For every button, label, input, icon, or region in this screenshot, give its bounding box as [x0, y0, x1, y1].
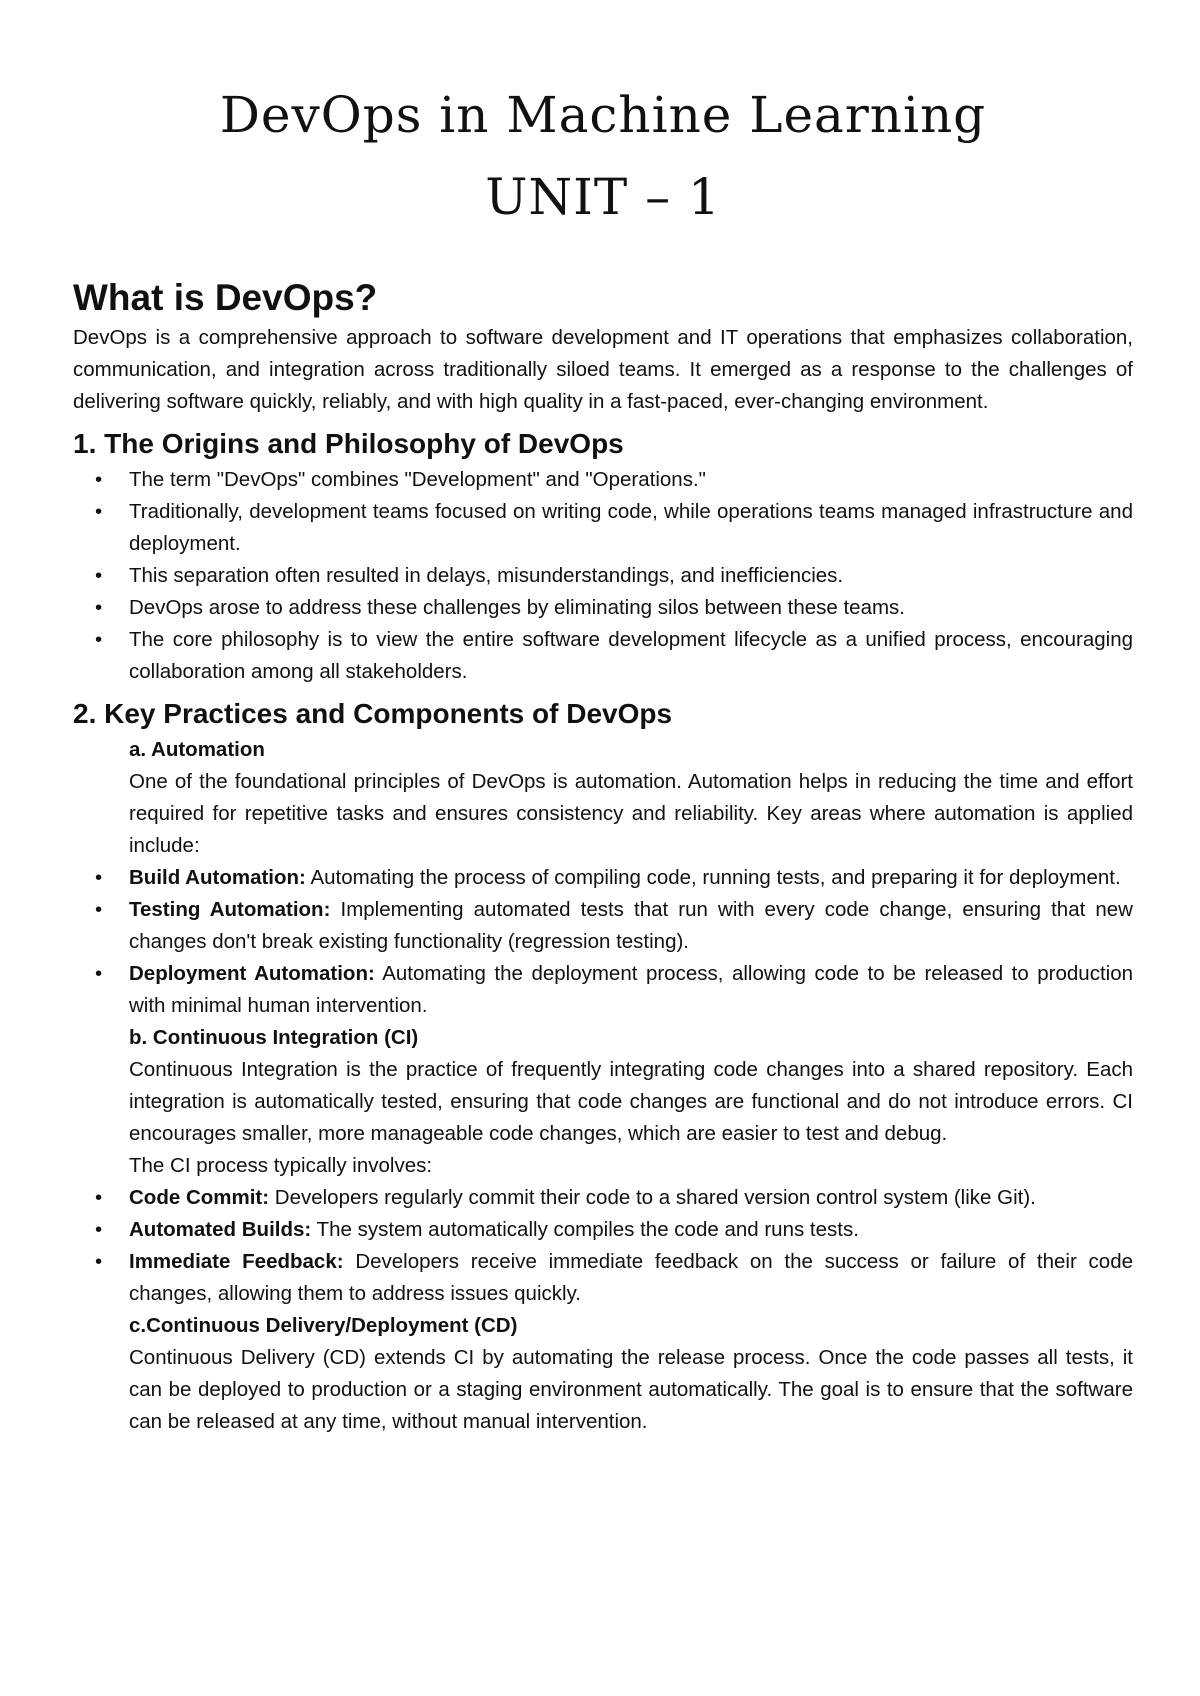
intro-heading: What is DevOps? — [73, 277, 378, 318]
list-item — [73, 894, 1133, 958]
automation-bullet-list — [73, 862, 1133, 1022]
list-item — [73, 1246, 1133, 1310]
bullet-icon: • — [95, 500, 103, 523]
section2-heading: 2. Key Practices and Components of DevOps — [73, 698, 673, 729]
ci-paragraph: Continuous Integration is the practice of frequently integrating code changes into a shared repository. Each integration is automatically tested, ensuring that code changes are functional and do not introduce errors. CI encourages smaller, more manageable code changes, which are easier to test and debug. — [129, 1058, 1133, 1145]
automation-title: a. Automation — [129, 738, 265, 761]
section1-bullet-list — [73, 464, 1133, 688]
bullet-icon: • — [95, 628, 103, 651]
list-item — [73, 958, 1133, 1022]
ci-bullet-list — [73, 1182, 1133, 1310]
list-item-label: Testing Automation: — [129, 898, 331, 921]
bullet-icon: • — [95, 564, 103, 587]
bullet-icon: • — [95, 1250, 103, 1273]
list-item-text: Traditionally, development teams focused on writing code, while operations teams managed infrastructure and deployment. — [129, 500, 1133, 555]
list-item — [73, 862, 1133, 894]
bullet-icon: • — [95, 468, 103, 491]
bullet-icon: • — [95, 1186, 103, 1209]
document-title: DevOps in Machine Learning — [219, 86, 987, 144]
list-item-label: Deployment Automation: — [129, 962, 375, 985]
cd-paragraph: Continuous Delivery (CD) extends CI by automating the release process. Once the code passes all tests, it can be deployed to production or a staging environment automatically. The goal is to ensure that the software can be released at any time, without manual intervention. — [129, 1346, 1133, 1433]
list-item-text: Automating the deployment process, allowing code to be released to production with minimal human intervention. — [129, 962, 1133, 1017]
ci-title: b. Continuous Integration (CI) — [129, 1026, 419, 1049]
list-item — [73, 464, 1133, 496]
list-item-text: DevOps arose to address these challenges by eliminating silos between these teams. — [129, 596, 906, 619]
document-page — [73, 70, 1133, 1438]
list-item-text: The core philosophy is to view the entire software development lifecycle as a unified process, encouraging collaboration among all stakeholders. — [129, 628, 1133, 683]
list-item-text: Developers receive immediate feedback on the success or failure of their code changes, allowing them to address issues quickly. — [129, 1250, 1133, 1305]
bullet-icon: • — [95, 866, 103, 889]
list-item — [73, 560, 1133, 592]
bullet-icon: • — [95, 898, 103, 921]
list-item — [73, 1214, 1133, 1246]
list-item-label: Build Automation: — [129, 866, 306, 889]
list-item-label: Immediate Feedback: — [129, 1250, 344, 1273]
list-item — [73, 496, 1133, 560]
section1-heading: 1. The Origins and Philosophy of DevOps — [73, 428, 624, 459]
list-item — [73, 624, 1133, 688]
cd-title: c.Continuous Delivery/Deployment (CD) — [129, 1314, 518, 1337]
bullet-icon: • — [95, 596, 103, 619]
intro-paragraph: DevOps is a comprehensive approach to software development and IT operations that emphasizes collaboration, communication, and integration across traditionally siloed teams. It emerged as a response to the challenges of delivering software quickly, reliably, and with high quality in a fast-paced, ever-changing environment. — [73, 326, 1133, 413]
bullet-icon: • — [95, 1218, 103, 1241]
bullet-icon: • — [95, 962, 103, 985]
list-item-text: Implementing automated tests that run with every code change, ensuring that new changes don't break existing functionality (regression testing). — [129, 898, 1133, 953]
list-item-text: Automating the process of compiling code, running tests, and preparing it for deployment. — [305, 866, 1121, 889]
unit-label: UNIT – 1 — [485, 168, 721, 226]
list-item-text: Developers regularly commit their code to a shared version control system (like Git). — [269, 1186, 1036, 1209]
list-item — [73, 1182, 1133, 1214]
list-item-label: Code Commit: — [129, 1186, 270, 1209]
list-item-text: The term "DevOps" combines "Development" and "Operations." — [129, 468, 706, 491]
list-item-text: The system automatically compiles the code and runs tests. — [311, 1218, 859, 1241]
list-item-label: Automated Builds: — [129, 1218, 312, 1241]
ci-lead: The CI process typically involves: — [129, 1154, 433, 1177]
automation-paragraph: One of the foundational principles of DevOps is automation. Automation helps in reducing the time and effort required for repetitive tasks and ensures consistency and reliability. Key areas where automation is applied include: — [129, 770, 1133, 857]
list-item-text: This separation often resulted in delays, misunderstandings, and inefficiencies. — [129, 564, 844, 587]
list-item — [73, 592, 1133, 624]
